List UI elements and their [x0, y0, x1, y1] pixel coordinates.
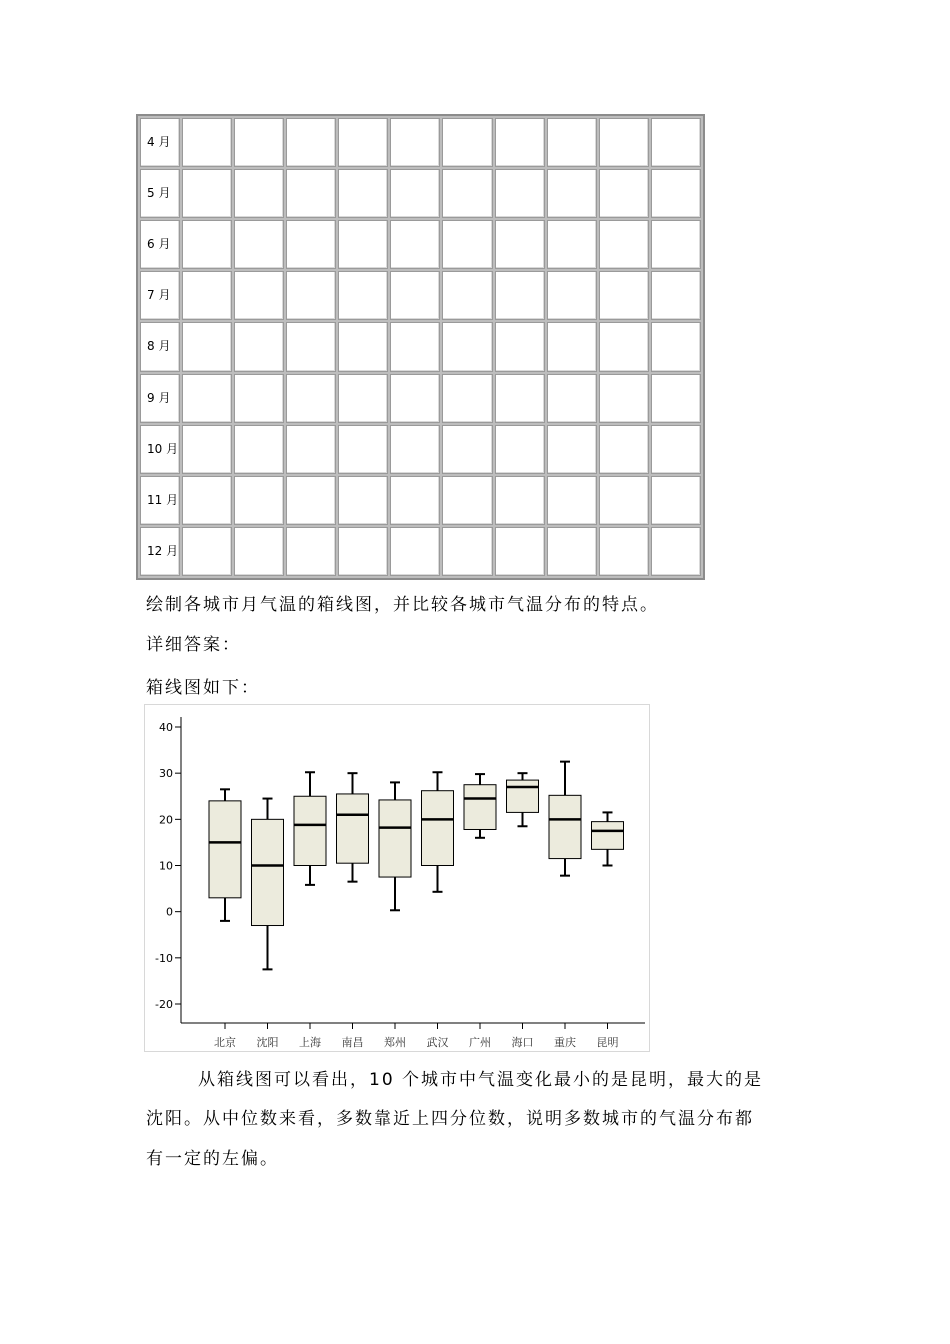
- empty-cell: [182, 425, 232, 474]
- y-tick-label: 40: [159, 721, 173, 734]
- empty-cell: [390, 169, 440, 218]
- empty-cell: [495, 118, 545, 167]
- grid-row: [140, 169, 701, 218]
- conclusion-line-2: 沈阳。从中位数来看，多数靠近上四分位数，说明多数城市的气温分布都: [146, 1109, 754, 1129]
- empty-cell: [651, 271, 701, 320]
- empty-cell: [547, 425, 597, 474]
- empty-cell: [338, 527, 388, 576]
- empty-cell: [442, 322, 492, 371]
- empty-cell: [390, 527, 440, 576]
- empty-cell: [651, 220, 701, 269]
- box-iqr: [252, 819, 284, 925]
- empty-cell: [182, 118, 232, 167]
- empty-cell: [338, 425, 388, 474]
- grid-table-body: [140, 118, 701, 576]
- empty-cell: [547, 476, 597, 525]
- empty-cell: [651, 476, 701, 525]
- grid-row: [140, 374, 701, 423]
- empty-cell: [234, 527, 284, 576]
- empty-cell: [286, 118, 336, 167]
- x-category-label: 上海: [299, 1036, 321, 1049]
- grid-row: [140, 118, 701, 167]
- empty-cell: [442, 118, 492, 167]
- empty-cell: [234, 271, 284, 320]
- empty-cell: [286, 476, 336, 525]
- empty-cell: [182, 271, 232, 320]
- grid-row: [140, 220, 701, 269]
- month-label: 8 月: [140, 322, 180, 371]
- empty-cell: [547, 118, 597, 167]
- box-iqr: [549, 795, 581, 858]
- empty-cell: [651, 374, 701, 423]
- month-label: 5 月: [140, 169, 180, 218]
- empty-cell: [286, 374, 336, 423]
- conclusion-line-3: 有一定的左偏。: [146, 1149, 279, 1169]
- empty-cell: [599, 374, 649, 423]
- y-tick-label: 20: [159, 813, 173, 827]
- empty-cell: [547, 220, 597, 269]
- empty-cell: [495, 476, 545, 525]
- empty-cell: [599, 322, 649, 371]
- empty-cell: [442, 169, 492, 218]
- empty-cell: [547, 169, 597, 218]
- empty-cell: [651, 527, 701, 576]
- empty-cell: [651, 169, 701, 218]
- figure-intro-text: 箱线图如下：: [146, 678, 260, 698]
- empty-cell: [182, 220, 232, 269]
- y-tick-label: -10: [155, 951, 173, 965]
- empty-cell: [442, 271, 492, 320]
- empty-cell: [495, 425, 545, 474]
- empty-cell: [442, 374, 492, 423]
- x-category-label: 海口: [511, 1036, 534, 1049]
- empty-cell: [338, 220, 388, 269]
- month-label: 11 月: [140, 476, 180, 525]
- x-category-label: 昆明: [596, 1036, 619, 1049]
- box-iqr: [294, 796, 326, 865]
- question-text: 绘制各城市月气温的箱线图，并比较各城市气温分布的特点。: [146, 595, 659, 615]
- empty-cell: [182, 476, 232, 525]
- empty-cell: [651, 322, 701, 371]
- empty-cell: [390, 476, 440, 525]
- empty-cell: [442, 476, 492, 525]
- month-label: 4 月: [140, 118, 180, 167]
- empty-cell: [390, 374, 440, 423]
- empty-cell: [651, 425, 701, 474]
- empty-cell: [338, 322, 388, 371]
- y-tick-label: 0: [166, 905, 173, 919]
- box-iqr: [379, 800, 411, 877]
- grid-row: [140, 425, 701, 474]
- empty-cell: [234, 169, 284, 218]
- empty-cell: [286, 220, 336, 269]
- y-tick-label: 30: [159, 767, 173, 781]
- empty-cell: [442, 220, 492, 269]
- box-iqr: [422, 791, 454, 866]
- empty-cell: [234, 322, 284, 371]
- empty-cell: [234, 425, 284, 474]
- empty-cell: [495, 374, 545, 423]
- empty-cell: [286, 425, 336, 474]
- box-iqr: [592, 822, 624, 850]
- grid-row: [140, 271, 701, 320]
- box-iqr: [464, 785, 496, 830]
- answer-heading: 详细答案：: [146, 635, 241, 655]
- empty-cell: [442, 527, 492, 576]
- x-category-label: 郑州: [384, 1036, 406, 1049]
- x-category-label: 北京: [214, 1036, 236, 1049]
- empty-cell: [286, 169, 336, 218]
- box-iqr: [507, 780, 539, 812]
- empty-cell: [390, 425, 440, 474]
- empty-cell: [547, 322, 597, 371]
- box-iqr: [337, 794, 369, 863]
- empty-cell: [599, 220, 649, 269]
- empty-cell: [338, 271, 388, 320]
- empty-cell: [182, 169, 232, 218]
- y-tick-label: 10: [159, 859, 173, 873]
- empty-cell: [390, 271, 440, 320]
- empty-cell: [182, 322, 232, 371]
- conclusion-line-1: 从箱线图可以看出，10 个城市中气温变化最小的是昆明，最大的是: [198, 1070, 764, 1090]
- boxplot-figure: [144, 704, 650, 1052]
- empty-cell: [182, 527, 232, 576]
- x-category-label: 南昌: [341, 1036, 364, 1049]
- empty-cell: [286, 271, 336, 320]
- empty-cell: [495, 169, 545, 218]
- empty-cell: [390, 322, 440, 371]
- month-label: 10 月: [140, 425, 180, 474]
- empty-cell: [599, 271, 649, 320]
- empty-cell: [599, 118, 649, 167]
- month-label: 12 月: [140, 527, 180, 576]
- empty-cell: [651, 118, 701, 167]
- empty-cell: [338, 169, 388, 218]
- empty-cell: [234, 476, 284, 525]
- empty-cell: [495, 322, 545, 371]
- empty-cell: [286, 322, 336, 371]
- empty-cell: [495, 527, 545, 576]
- empty-cell: [547, 271, 597, 320]
- empty-cell: [338, 374, 388, 423]
- empty-cell: [547, 374, 597, 423]
- y-tick-label: -20: [155, 998, 173, 1011]
- empty-cell: [286, 527, 336, 576]
- box-iqr: [209, 801, 241, 898]
- month-label: 9 月: [140, 374, 180, 423]
- boxplot-chart: [145, 705, 651, 1053]
- x-category-label: 广州: [469, 1036, 491, 1049]
- grid-row: [140, 322, 701, 371]
- empty-cell: [338, 118, 388, 167]
- grid-row: [140, 527, 701, 576]
- month-label: 6 月: [140, 220, 180, 269]
- grid-row: [140, 476, 701, 525]
- empty-cell: [599, 169, 649, 218]
- x-category-label: 武汉: [426, 1036, 449, 1049]
- empty-cell: [390, 118, 440, 167]
- empty-cell: [599, 527, 649, 576]
- x-category-label: 重庆: [554, 1036, 576, 1049]
- empty-cell: [599, 425, 649, 474]
- empty-cell: [182, 374, 232, 423]
- temperature-grid-table: [136, 114, 705, 580]
- empty-cell: [338, 476, 388, 525]
- empty-cell: [547, 527, 597, 576]
- empty-cell: [234, 118, 284, 167]
- empty-cell: [495, 271, 545, 320]
- x-category-label: 沈阳: [256, 1036, 279, 1049]
- empty-cell: [234, 220, 284, 269]
- empty-cell: [234, 374, 284, 423]
- empty-cell: [390, 220, 440, 269]
- empty-cell: [495, 220, 545, 269]
- empty-cell: [442, 425, 492, 474]
- month-label: 7 月: [140, 271, 180, 320]
- empty-cell: [599, 476, 649, 525]
